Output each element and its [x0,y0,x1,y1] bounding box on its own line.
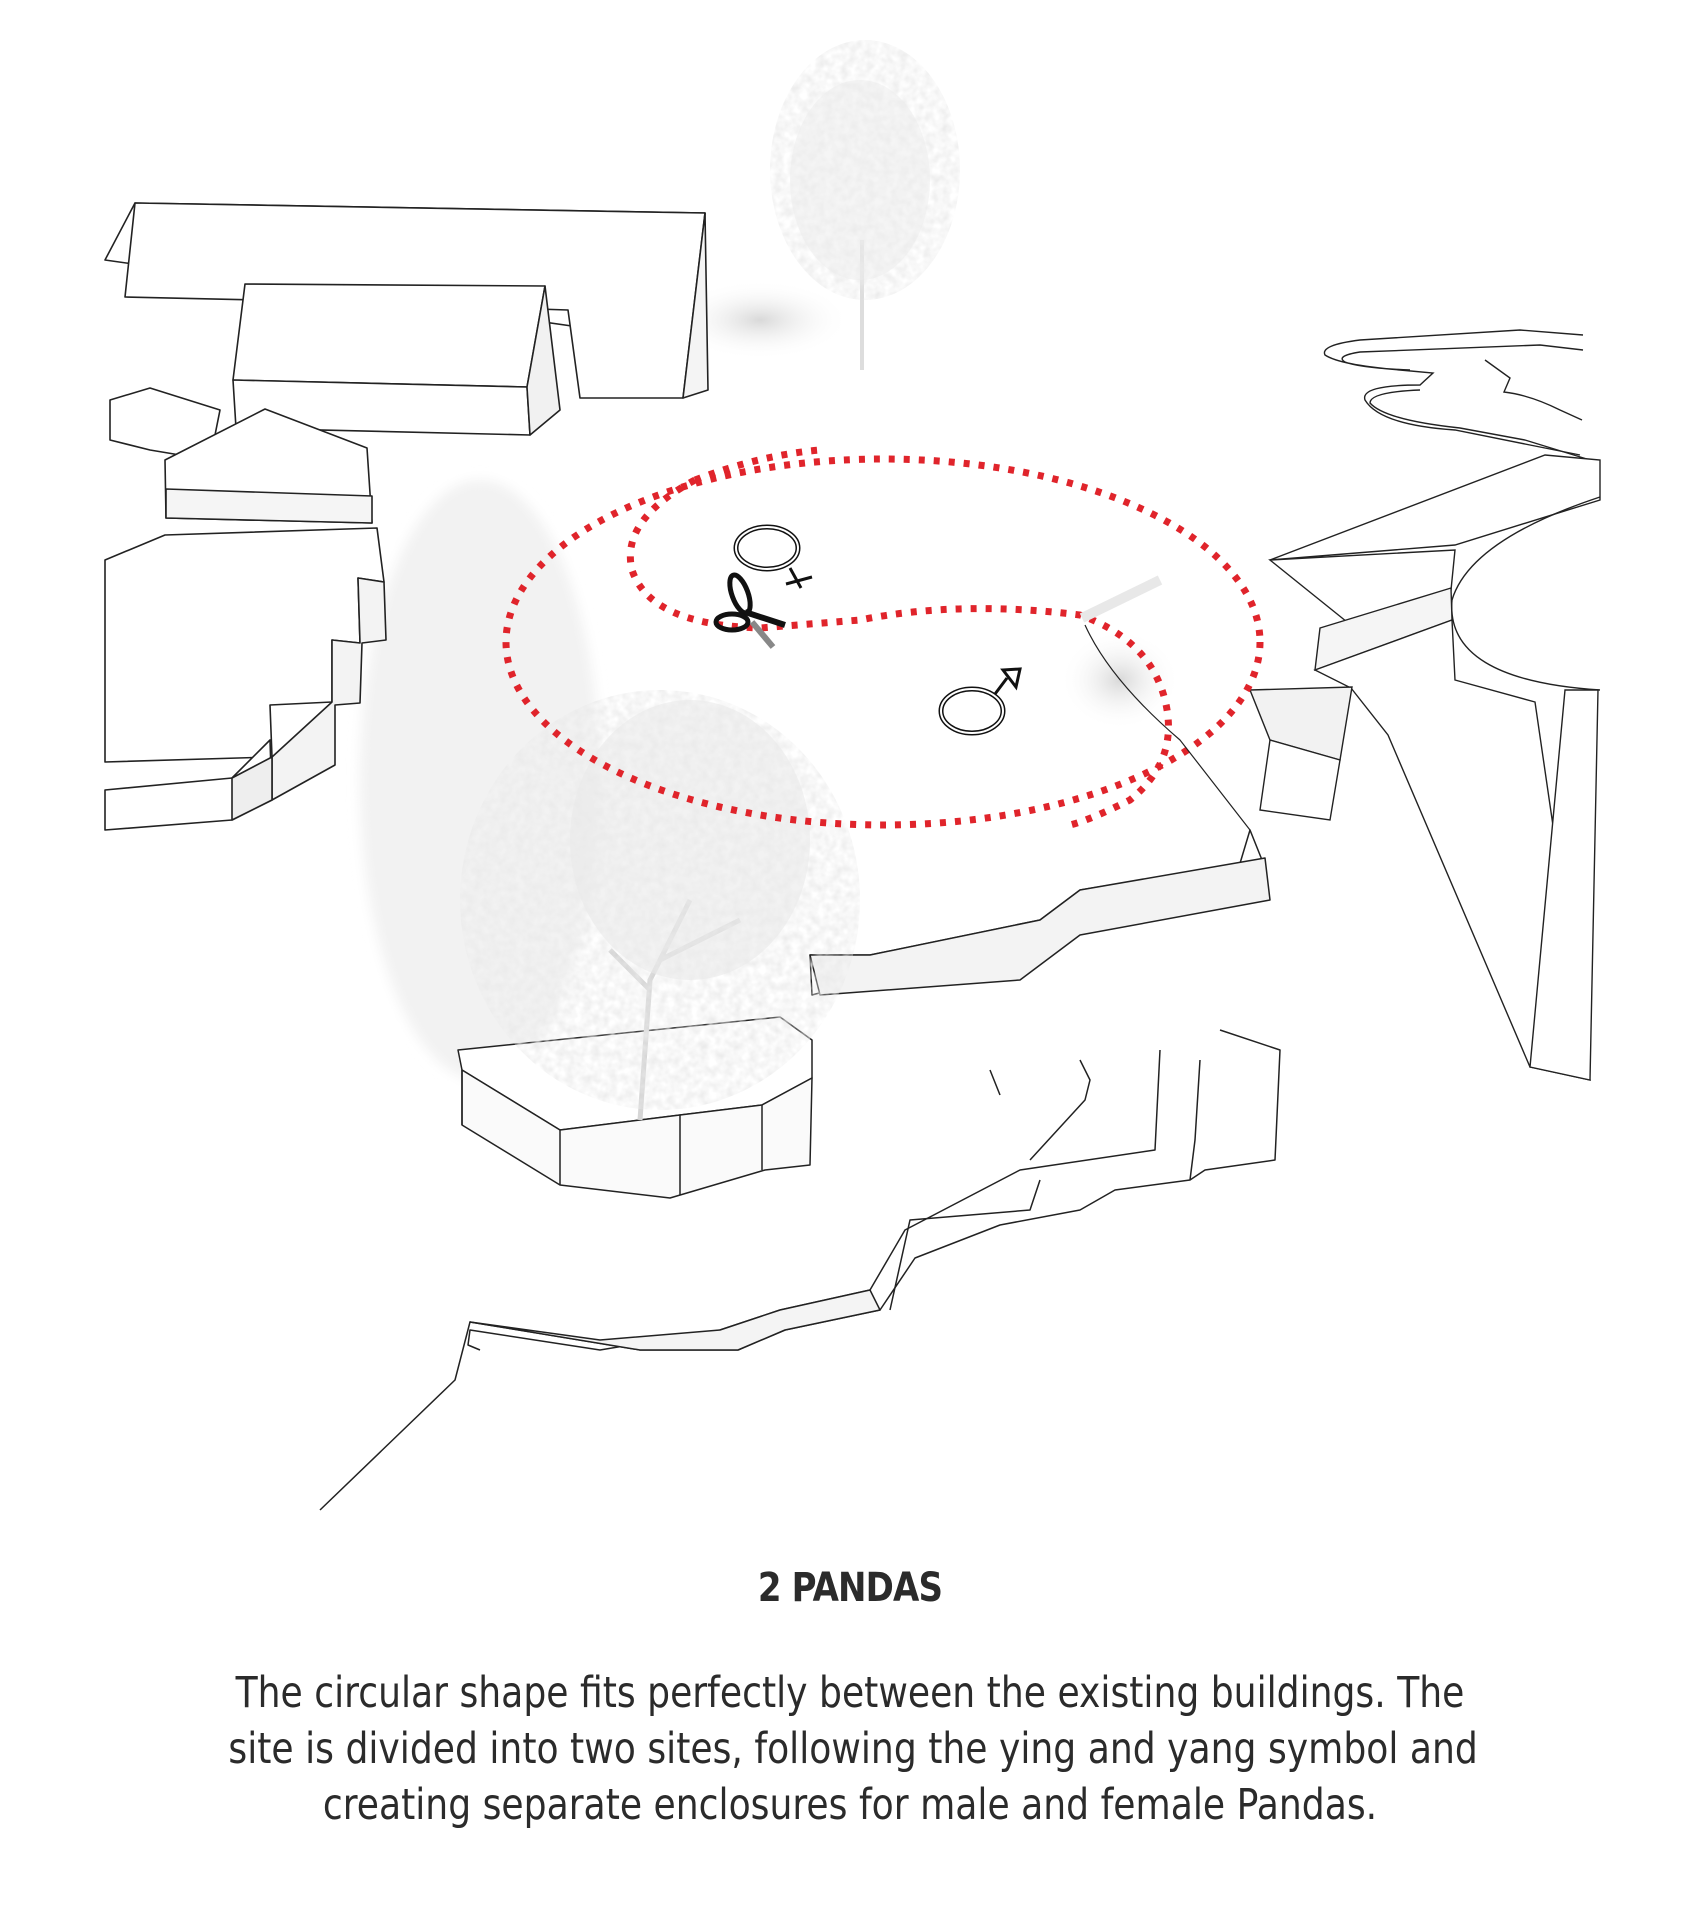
fence-stub [1082,580,1160,618]
scissors-icon [716,572,785,647]
caption-line: The circular shape fits perfectly between the existing buildings. The [235,1668,1465,1718]
symbols [716,527,1020,733]
female-symbol-icon [736,527,812,588]
caption-line: creating separate enclosures for male and female Pandas. [322,1780,1378,1830]
diagram-caption [110,1665,1590,1833]
existing-buildings-right [1250,330,1600,1080]
male-symbol-icon [941,669,1020,733]
diagram-title: 2 PANDAS [757,1565,943,1611]
caption-line: site is divided into two sites, following the ying and yang symbol and [228,1724,1478,1774]
